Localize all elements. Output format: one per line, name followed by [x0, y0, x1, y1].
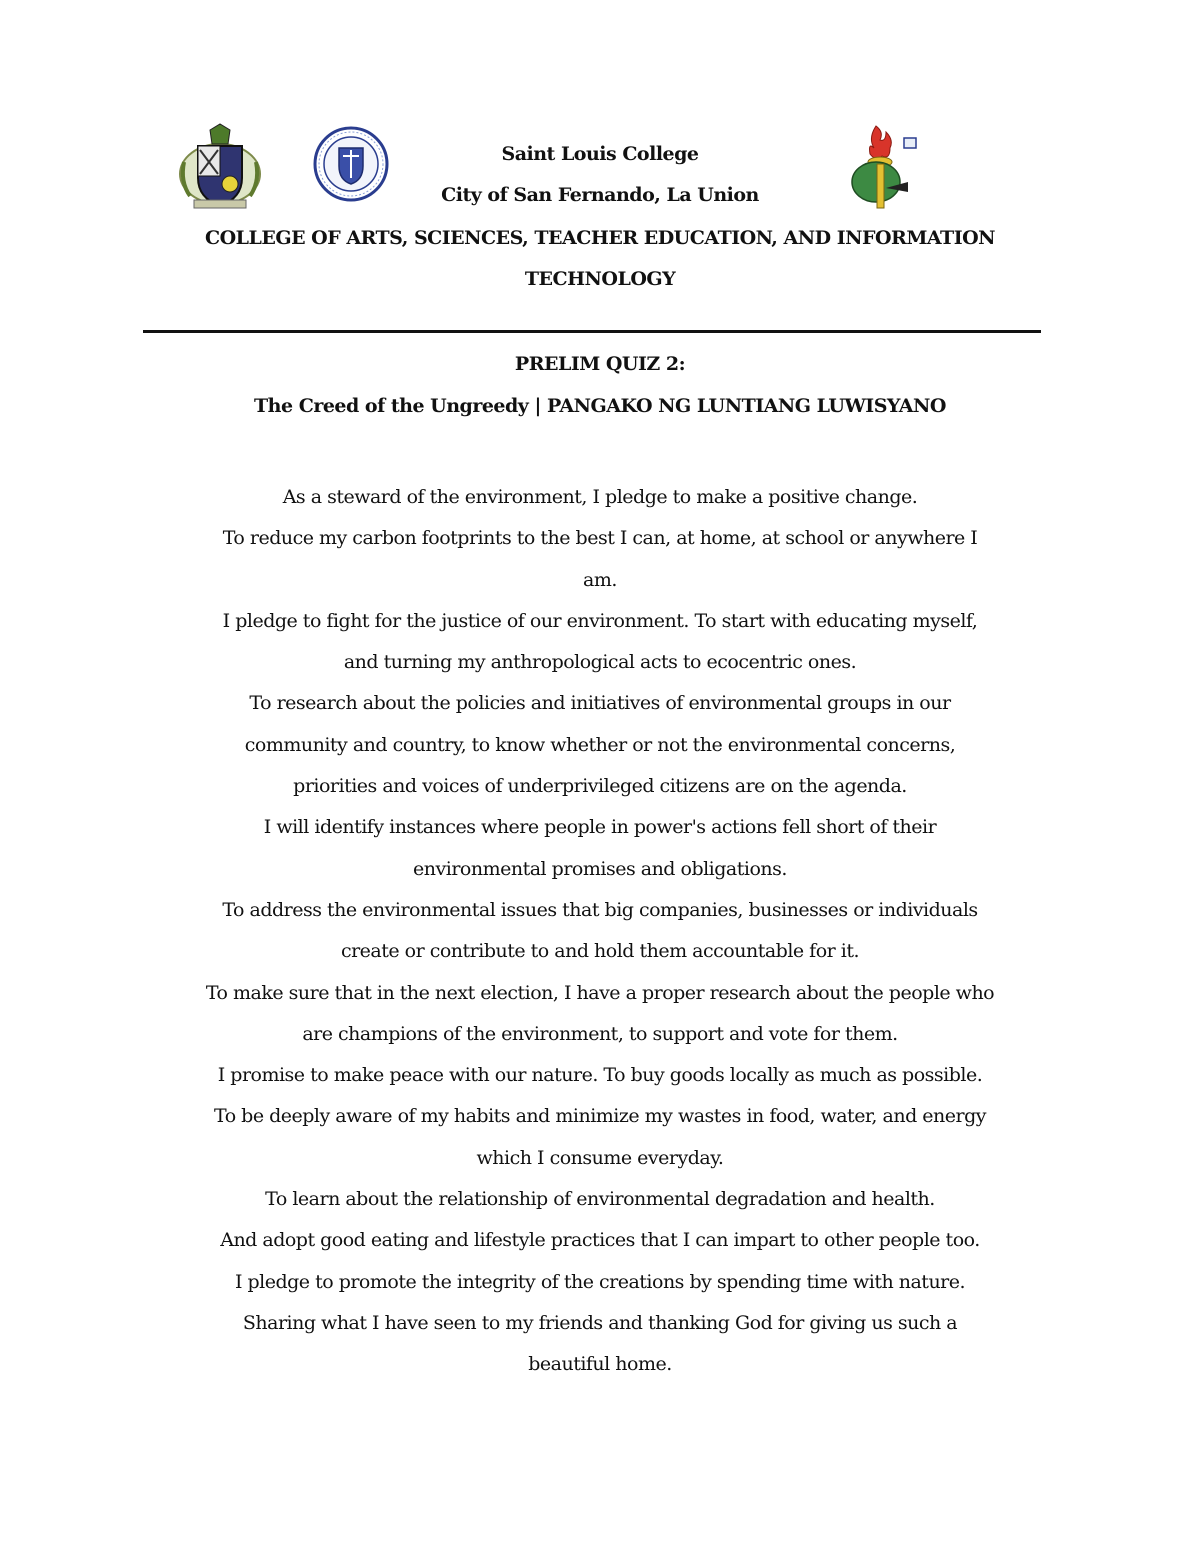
quiz-title: PRELIM QUIZ 2: — [514, 353, 686, 375]
creed-line: And adopt good eating and lifestyle practices that I can impart to other people too. — [220, 1229, 980, 1252]
creed-line: To learn about the relationship of environmental degradation and health. — [265, 1188, 935, 1211]
creed-line: I pledge to promote the integrity of the creations by spending time with nature. — [234, 1270, 966, 1293]
creed-line: which I consume everyday. — [476, 1146, 724, 1169]
creed-line: are champions of the environment, to support and vote for them. — [302, 1022, 898, 1045]
creed-line: environmental promises and obligations. — [413, 857, 787, 880]
creed-line: I will identify instances where people in power's actions fell short of their — [263, 816, 937, 839]
college-name-line-1: COLLEGE OF ARTS, SCIENCES, TEACHER EDUCATION, AND INFORMATION — [204, 227, 996, 249]
creed-line: am. — [583, 568, 617, 591]
creed-line: Sharing what I have seen to my friends and thanking God for giving us such a — [242, 1311, 958, 1334]
creed-line: I pledge to fight for the justice of our environment. To start with educating myself, — [222, 609, 978, 632]
college-name-line-2: TECHNOLOGY — [524, 268, 676, 290]
header-divider — [143, 330, 1041, 333]
creed-line: I promise to make peace with our nature. To buy goods locally as much as possible. — [217, 1064, 983, 1087]
school-name: Saint Louis College — [501, 143, 699, 165]
creed-body — [130, 477, 1070, 1386]
quiz-subtitle: The Creed of the Ungreedy | PANGAKO NG LUNTIANG LUWISYANO — [254, 395, 946, 417]
creed-line: To address the environmental issues that big companies, businesses or individuals — [222, 898, 978, 921]
creed-line: beautiful home. — [528, 1353, 672, 1376]
creed-line: community and country, to know whether or not the environmental concerns, — [244, 733, 956, 756]
creed-line: To research about the policies and initiatives of environmental groups in our — [249, 692, 951, 715]
creed-line: To reduce my carbon footprints to the best I can, at home, at school or anywhere I — [222, 527, 978, 550]
creed-line: As a steward of the environment, I pledge to make a positive change. — [282, 486, 918, 508]
creed-line: To be deeply aware of my habits and minimize my wastes in food, water, and energy — [214, 1105, 986, 1128]
creed-line: create or contribute to and hold them accountable for it. — [340, 940, 860, 963]
school-city: City of San Fernando, La Union — [441, 184, 759, 206]
creed-line: To make sure that in the next election, I have a proper research about the people who — [205, 981, 995, 1004]
creed-line: priorities and voices of underprivileged citizens are on the agenda. — [293, 775, 907, 798]
creed-line: and turning my anthropological acts to ecocentric ones. — [343, 651, 857, 674]
